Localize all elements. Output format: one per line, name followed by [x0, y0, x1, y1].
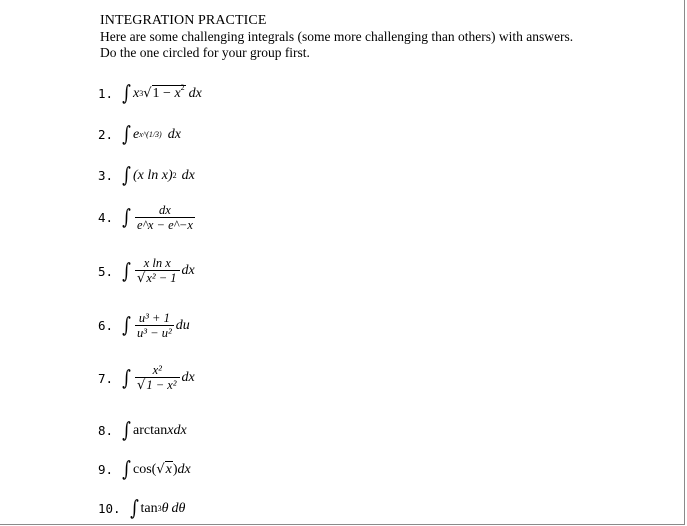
problem-number: 1.: [98, 86, 114, 101]
integral-sign: ∫: [122, 205, 131, 229]
numerator: u³ + 1: [138, 311, 170, 325]
differential: dx: [181, 167, 195, 183]
radical-sign: √: [137, 378, 146, 393]
function-name: tan: [140, 500, 158, 516]
integral-sign: ∫: [122, 81, 131, 105]
problem-number: 5.: [98, 263, 114, 279]
radicand-const: 1 −: [152, 86, 175, 101]
integral-sign: ∫: [122, 163, 131, 187]
differential: du: [175, 317, 190, 333]
integral-sign: ∫: [122, 122, 131, 146]
problem-6: [98, 311, 190, 340]
problem-number: 2.: [98, 127, 114, 142]
problem-number: 8.: [98, 423, 114, 438]
differential: dx: [188, 85, 202, 101]
integral-sign: ∫: [122, 457, 131, 481]
denominator: e^x − e^−x: [137, 218, 193, 232]
integral-sign: ∫: [122, 365, 131, 390]
differential: dx: [181, 370, 195, 385]
radicand: 1 − x²: [146, 378, 177, 392]
denominator: [135, 377, 180, 393]
fraction: [135, 203, 195, 232]
differential: dθ: [171, 500, 186, 516]
radical-sign: √: [137, 271, 146, 286]
problem-number: 9.: [98, 462, 114, 477]
differential: dx: [167, 126, 181, 142]
fraction: [135, 256, 180, 286]
radical-sign: √: [156, 462, 165, 477]
problem-number: 4.: [98, 210, 114, 225]
problem-2: 2. ∫ e x^(1/3) dx: [98, 122, 181, 146]
problem-3: 3. ∫ (x ln x) 2 dx: [98, 163, 195, 187]
function-name: arctan: [133, 422, 168, 438]
problem-number: 7.: [98, 370, 114, 386]
close-paren: ): [172, 461, 178, 477]
intro-text: Here are some challenging integrals (some more challenging than others) with answers.: [100, 29, 574, 44]
differential: dx: [177, 461, 191, 477]
instruction-text: Do the one circled for your group first.: [100, 45, 310, 60]
problem-5: [98, 256, 195, 286]
radicand-exponent: 2: [180, 83, 185, 92]
numerator: dx: [159, 203, 171, 217]
base: e: [133, 126, 140, 142]
variable: x: [133, 85, 140, 101]
integral-sign: ∫: [122, 418, 131, 442]
function-name: cos(: [133, 461, 157, 477]
problem-number: 6.: [98, 318, 114, 333]
argument: x: [165, 462, 172, 477]
problem-number: 3.: [98, 168, 114, 183]
radicand: x² − 1: [146, 271, 177, 285]
fraction: [135, 311, 174, 340]
radicand: [152, 85, 186, 102]
integral-sign: ∫: [122, 258, 131, 283]
argument: x: [167, 422, 174, 438]
problem-9: [98, 459, 191, 480]
problem-8: [98, 420, 187, 441]
document-header: [100, 13, 573, 61]
differential: dx: [181, 263, 195, 278]
numerator: x²: [152, 363, 162, 377]
radical-sign: √: [143, 86, 152, 101]
denominator: [135, 270, 180, 286]
differential: dx: [173, 422, 187, 438]
page-title: INTEGRATION PRACTICE: [100, 13, 267, 28]
integral-sign: ∫: [122, 313, 131, 337]
radicand-var: x: [174, 86, 181, 101]
problem-1: 1. ∫ x 3 √ $1 - x^2$ dx: [98, 81, 202, 105]
problem-number: 10.: [98, 501, 121, 516]
problem-4: [98, 203, 197, 232]
numerator: x ln x: [143, 256, 171, 270]
argument: θ: [161, 500, 169, 516]
integral-sign: ∫: [129, 496, 139, 520]
problem-7: [98, 363, 195, 393]
problem-10: 10. ∫ tan 3 θ dθ: [98, 496, 186, 520]
denominator: u³ − u²: [137, 326, 172, 340]
fraction: [135, 363, 180, 393]
expression: (x ln x): [133, 167, 173, 183]
